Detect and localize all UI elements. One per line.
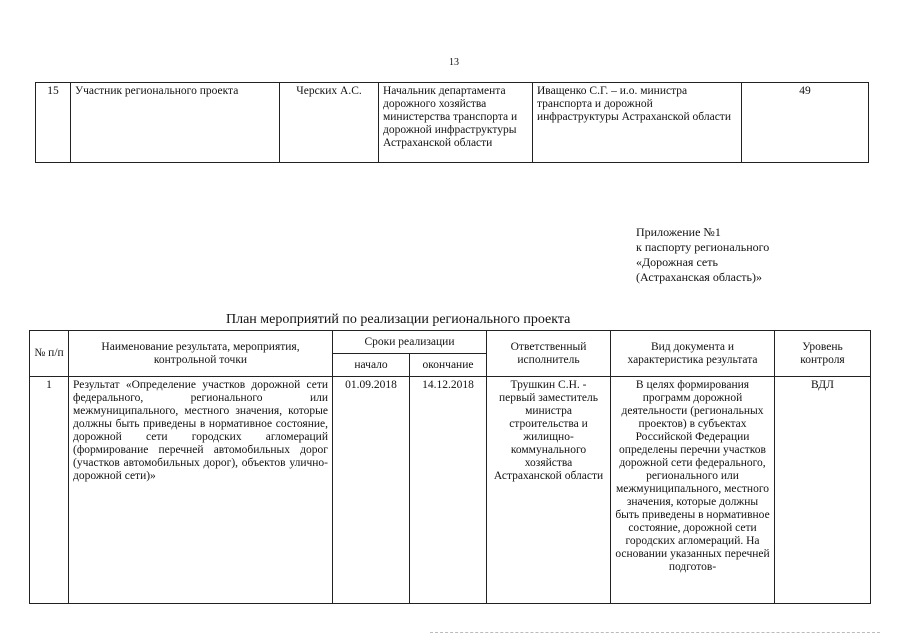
header-doc: Вид документа и характеристика результата — [611, 331, 775, 377]
end-date: 14.12.2018 — [410, 377, 487, 604]
row-number: 15 — [36, 83, 71, 163]
header-name: Наименование результата, мероприятия, контрольной точки — [69, 331, 333, 377]
appendix-line: «Дорожная сеть — [636, 255, 718, 269]
appendix-line: (Астраханская область)» — [636, 270, 762, 284]
appendix-line: к паспорту регионального — [636, 240, 770, 254]
result-name: Результат «Определение участков дорожной сети федерального, регионального или межмуниципального, местного значения, которые должны быть приведены в нормативное состояние, дорожной сети городских агломераций (формирование перечней автомобильных дорог (участков автомобильных дорог), объектов улично-дорожной сети)» — [69, 377, 333, 604]
start-date: 01.09.2018 — [333, 377, 410, 604]
plan-title: План мероприятий по реализации регионального проекта — [226, 312, 571, 327]
header-control: Уровень контроля — [775, 331, 871, 377]
header-row — [30, 331, 871, 354]
control-level: ВДЛ — [775, 377, 871, 604]
table-row — [30, 377, 871, 604]
header-executor: Ответственный исполнитель — [487, 331, 611, 377]
table-row — [36, 83, 869, 163]
document-description: В целях формирования программ дорожной деятельности (региональных проектов) в субъектах Российской Федерации определены перечни участков дорожной сети федерального, регионального или межмуниципального, местного значения, которые должны быть приведены в нормативное состояние, дорожной сети городских агломераций. На основании указанных перечней подготов- — [611, 377, 775, 604]
participant-role: Участник регионального проекта — [71, 83, 280, 163]
participants-table — [35, 82, 869, 163]
footer-line — [430, 632, 880, 639]
header-end: окончание — [410, 354, 487, 377]
participant-supervisor: Иващенко С.Г. – и.о. министра транспорта и дорожной инфраструктуры Астраханской области — [533, 83, 742, 163]
appendix-note — [636, 225, 769, 285]
plan-table — [29, 330, 871, 604]
row-number: 1 — [30, 377, 69, 604]
participant-load: 49 — [742, 83, 869, 163]
page-number: 13 — [449, 57, 459, 68]
participant-position: Начальник департамента дорожного хозяйства министерства транспорта и дорожной инфраструктуры Астраханской области — [379, 83, 533, 163]
header-num: № п/п — [30, 331, 69, 377]
appendix-line: Приложение №1 — [636, 225, 721, 239]
executor: Трушкин С.Н. - первый заместитель министра строительства и жилищно-коммунального хозяйства Астраханской области — [487, 377, 611, 604]
header-start: начало — [333, 354, 410, 377]
participant-name: Черских А.С. — [280, 83, 379, 163]
header-terms: Сроки реализации — [333, 331, 487, 354]
